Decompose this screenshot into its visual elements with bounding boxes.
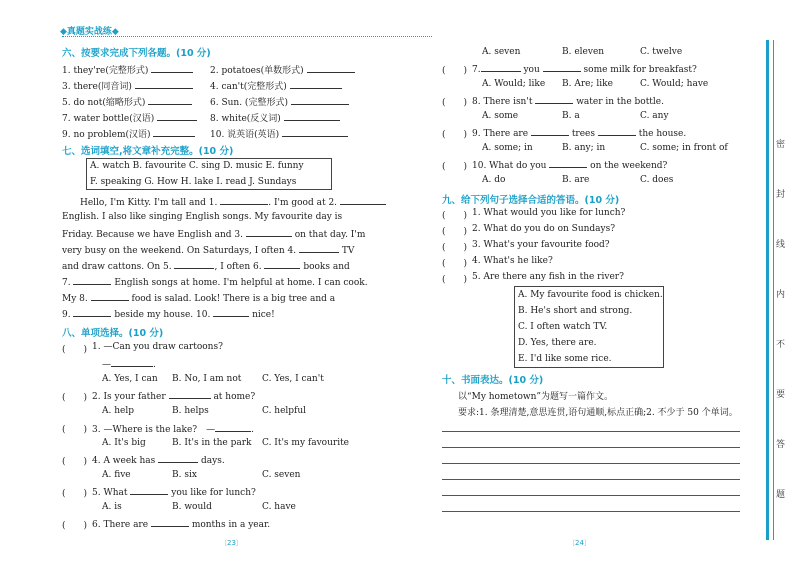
s6-item-4: 4. can't(完整形式) bbox=[210, 79, 342, 92]
q3-opt-a: A. It's big bbox=[102, 438, 146, 448]
passage-line-3: Friday. Because we have English and 3. on that day. I'm bbox=[62, 230, 366, 240]
s9-answer-a: A. My favourite food is chicken. bbox=[518, 290, 663, 300]
s6-item-9: 9. no problem(汉语) bbox=[62, 127, 195, 140]
q2-opt-a: A. help bbox=[102, 406, 134, 416]
q3-opt-b: B. It's in the park bbox=[172, 438, 252, 448]
q10-opt-a: A. do bbox=[482, 175, 506, 185]
answer-paren: ( ) bbox=[442, 162, 468, 172]
s6-item-10: 10. 说英语(英语) bbox=[210, 127, 348, 140]
answer-paren: ( ) bbox=[62, 521, 88, 531]
writing-line[interactable] bbox=[442, 463, 740, 464]
q2-question: 2. Is your father at home? bbox=[92, 392, 256, 402]
page-number-left: 〔23〕 bbox=[220, 539, 243, 547]
seal-char: 题 bbox=[776, 490, 786, 500]
seal-char: 不 bbox=[776, 340, 786, 350]
q3-question: 3. —Where is the lake? — . bbox=[92, 425, 255, 435]
answer-paren: ( ) bbox=[62, 393, 88, 403]
q5-opt-b: B. would bbox=[172, 502, 212, 512]
q10-opt-c: C. does bbox=[640, 175, 674, 185]
section-10-title: 十、书面表达。(10 分) bbox=[442, 375, 544, 386]
s6-item-8: 8. white(反义词) bbox=[210, 111, 340, 124]
page-number-right: 〔24〕 bbox=[568, 539, 591, 547]
writing-line[interactable] bbox=[442, 479, 740, 480]
seal-char: 线 bbox=[776, 240, 786, 250]
passage-line-5: and draw cattons. On 5. , I often 6. books and bbox=[62, 262, 350, 272]
q5-opt-a: A. is bbox=[102, 502, 122, 512]
s9-item-5: 5. Are there any fish in the river? bbox=[472, 272, 624, 282]
q10-opt-b: B. are bbox=[562, 175, 590, 185]
q1-reply: — . bbox=[102, 360, 156, 370]
q10-question: 10. What do you on the weekend? bbox=[472, 161, 668, 171]
answer-paren: ( ) bbox=[62, 457, 88, 467]
s6-item-5: 5. do not(缩略形式) bbox=[62, 95, 192, 108]
q3-opt-c: C. It's my favourite bbox=[262, 438, 350, 448]
passage-line-1: Hello, I'm Kitty. I'm tall and 1. . I'm good at 2. bbox=[80, 196, 386, 208]
q6-opt-a: A. seven bbox=[482, 47, 521, 57]
s9-answer-d: D. Yes, there are. bbox=[518, 338, 597, 348]
q4-question: 4. A week has days. bbox=[92, 456, 225, 466]
banner: ◆真题实战练◆ bbox=[60, 27, 119, 37]
word-bank-row-2: F. speaking G. How H. lake I. read J. Sundays bbox=[90, 177, 297, 187]
q7-opt-b: B. Are; like bbox=[562, 79, 613, 89]
section-7-title: 七、选词填空,将文章补充完整。(10 分) bbox=[62, 146, 234, 157]
q9-opt-a: A. some; in bbox=[482, 143, 533, 153]
seal-line bbox=[766, 40, 769, 540]
q6-opt-c: C. twelve bbox=[640, 47, 683, 57]
q1-question: 1. —Can you draw cartoons? bbox=[92, 342, 223, 352]
q5-opt-c: C. have bbox=[262, 502, 296, 512]
section-6-title: 六、按要求完成下列各题。(10 分) bbox=[62, 48, 211, 59]
q1-opt-b: B. No, I am not bbox=[172, 374, 242, 384]
q6-opt-b: B. eleven bbox=[562, 47, 605, 57]
seal-char: 要 bbox=[776, 390, 786, 400]
writing-line[interactable] bbox=[442, 447, 740, 448]
writing-line[interactable] bbox=[442, 511, 740, 512]
q2-opt-c: C. helpful bbox=[262, 406, 307, 416]
banner-rule bbox=[62, 36, 432, 37]
s6-item-2: 2. potatoes(单数形式) bbox=[210, 63, 355, 76]
passage-line-6: 7. English songs at home. I'm helpful at home. I can cook. bbox=[62, 278, 368, 288]
answer-paren: ( ) bbox=[442, 98, 468, 108]
q9-opt-b: B. any; in bbox=[562, 143, 606, 153]
seal-char: 内 bbox=[776, 290, 786, 300]
answer-paren: ( ) bbox=[62, 345, 88, 355]
q4-opt-b: B. six bbox=[172, 470, 197, 480]
writing-line[interactable] bbox=[442, 495, 740, 496]
answer-paren: ( ) bbox=[442, 130, 468, 140]
q9-opt-c: C. some; in front of bbox=[640, 143, 728, 153]
word-bank-row-1: A. watch B. favourite C. sing D. music E. funny bbox=[90, 161, 304, 171]
q2-opt-b: B. helps bbox=[172, 406, 209, 416]
section-8-title: 八、单项选择。(10 分) bbox=[62, 328, 164, 339]
q8-question: 8. There isn't water in the bottle. bbox=[472, 97, 664, 107]
answer-paren: ( ) bbox=[442, 66, 468, 76]
writing-prompt: 以“My hometown”为题写一篇作文。 bbox=[458, 392, 613, 402]
s6-item-7: 7. water bottle(汉语) bbox=[62, 111, 197, 124]
q5-question: 5. What you like for lunch? bbox=[92, 488, 256, 498]
answer-paren: ( ) bbox=[62, 489, 88, 499]
s9-answer-e: E. I'd like some rice. bbox=[518, 354, 612, 364]
passage-line-8: 9. beside my house. 10. nice! bbox=[62, 310, 275, 320]
q7-question: 7. you some milk for breakfast? bbox=[472, 65, 697, 75]
passage-line-4: very busy on the weekend. On Saturdays, I often 4. TV bbox=[62, 246, 355, 256]
q8-opt-a: A. some bbox=[482, 111, 519, 121]
s9-item-4: 4. What's he like? bbox=[472, 256, 553, 266]
seal-line-thin bbox=[773, 40, 774, 540]
q7-opt-a: A. Would; like bbox=[482, 79, 546, 89]
s6-item-6: 6. Sun. (完整形式) bbox=[210, 95, 349, 108]
section-9-title: 九、给下列句子选择合适的答语。(10 分) bbox=[442, 195, 620, 206]
answer-paren: ( ) bbox=[442, 259, 468, 269]
passage-line-7: My 8. food is salad. Look! There is a big tree and a bbox=[62, 294, 336, 304]
seal-char: 答 bbox=[776, 440, 786, 450]
q6-question: 6. There are months in a year. bbox=[92, 520, 271, 530]
answer-paren: ( ) bbox=[62, 425, 88, 435]
q4-opt-a: A. five bbox=[102, 470, 131, 480]
s9-item-1: 1. What would you like for lunch? bbox=[472, 208, 626, 218]
answer-paren: ( ) bbox=[442, 275, 468, 285]
q7-opt-c: C. Would; have bbox=[640, 79, 709, 89]
writing-line[interactable] bbox=[442, 431, 740, 432]
answer-paren: ( ) bbox=[442, 227, 468, 237]
q1-opt-a: A. Yes, I can bbox=[102, 374, 158, 384]
answer-paren: ( ) bbox=[442, 211, 468, 221]
s9-answer-b: B. He's short and strong. bbox=[518, 306, 633, 316]
q8-opt-c: C. any bbox=[640, 111, 669, 121]
q1-opt-c: C. Yes, I can't bbox=[262, 374, 324, 384]
s9-answer-c: C. I often watch TV. bbox=[518, 322, 608, 332]
seal-char: 密 bbox=[776, 140, 786, 150]
s6-item-3: 3. there(同音词) bbox=[62, 79, 193, 92]
writing-requirements: 要求:1. 条理清楚,意思连贯,语句通顺,标点正确;2. 不少于 50 个单词。 bbox=[458, 408, 738, 418]
q9-question: 9. There are trees the house. bbox=[472, 129, 687, 139]
answer-paren: ( ) bbox=[442, 243, 468, 253]
q8-opt-b: B. a bbox=[562, 111, 580, 121]
seal-char: 封 bbox=[776, 190, 786, 200]
s9-item-2: 2. What do you do on Sundays? bbox=[472, 224, 616, 234]
s6-item-1: 1. they're(完整形式) bbox=[62, 63, 193, 76]
s9-item-3: 3. What's your favourite food? bbox=[472, 240, 610, 250]
passage-line-2: English. I also like singing English songs. My favourite day is bbox=[62, 212, 343, 222]
q4-opt-c: C. seven bbox=[262, 470, 301, 480]
